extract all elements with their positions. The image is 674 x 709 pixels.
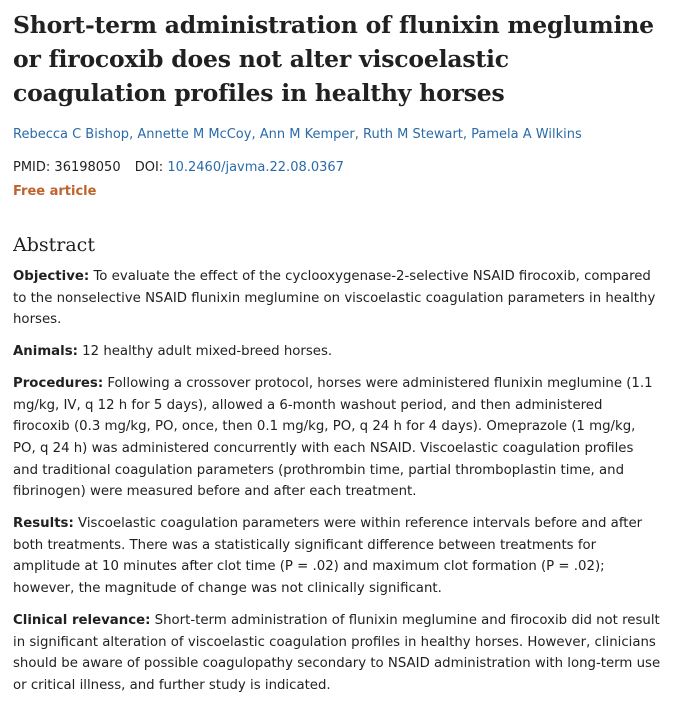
article-identifiers: [13, 158, 661, 178]
author-list: Rebecca C Bishop, Annette M McCoy, Ann M Kemper, Ruth M Stewart, Pamela A Wilkins: [13, 127, 582, 142]
author-link[interactable]: Annette M McCoy: [137, 127, 252, 142]
doi-label: DOI:: [134, 160, 164, 175]
section-text: To evaluate the effect of the cyclooxygenase-2-selective NSAID firocoxib, compared to the nonselective NSAID flunixin meglumine on viscoelastic coagulation parameters in healthy horses.: [13, 269, 656, 328]
abstract-procedures: [13, 373, 661, 503]
pmid-label: PMID:: [13, 160, 51, 175]
doi-link[interactable]: 10.2460/javma.22.08.0367: [167, 160, 344, 175]
section-text: Viscoelastic coagulation parameters were within reference intervals before and after both treatments. There was a statistically significant difference between treatments for amplitude at 10 minutes after clot time (P = .02) and maximum clot formation (P = .02); however, the magnitude of change was not clinically significant.: [13, 516, 643, 597]
section-label: Clinical relevance:: [13, 612, 151, 628]
section-text: 12 healthy adult mixed-breed horses.: [82, 344, 333, 360]
free-article-badge[interactable]: Free article: [13, 184, 97, 199]
pmid-value: 36198050: [54, 160, 121, 175]
section-label: Objective:: [13, 269, 90, 284]
abstract-animals: [13, 341, 661, 363]
author-link[interactable]: Rebecca C Bishop: [13, 127, 130, 142]
article-title: Short-term administration of flunixin meglumine or firocoxib does not alter viscoelastic coagulation profiles in healthy horses: [13, 11, 654, 107]
abstract-clinical-relevance: [13, 610, 661, 697]
author-link[interactable]: Pamela A Wilkins: [471, 127, 582, 142]
abstract-heading: Abstract: [13, 234, 95, 256]
abstract-results: [13, 513, 661, 600]
abstract-objective: [13, 266, 661, 331]
author-link[interactable]: Ann M Kemper: [259, 127, 355, 142]
abstract-body: [13, 266, 661, 697]
author-link[interactable]: Ruth M Stewart: [363, 127, 463, 142]
section-label: Results:: [13, 516, 74, 532]
section-text: Following a crossover protocol, horses were administered flunixin meglumine (1.1 mg/kg, IV, q 12 h for 5 days), allowed a 6-month washout period, and then administered firocoxib (0.3 mg/kg, PO, once, then 0.1 mg/kg, PO, q 24 h for 4 days). Omeprazole (1 mg/kg, PO, q 24 h) was administered concurrently with each NSAID. Viscoelastic coagulation profiles and traditional coagulation parameters (prothrombin time, partial thromboplastin time, and fibrinogen) were measured before and after each treatment.: [13, 375, 653, 500]
section-label: Procedures:: [13, 375, 104, 391]
section-text: Short-term administration of flunixin meglumine and firocoxib did not result in significant alteration of viscoelastic coagulation profiles in healthy horses. However, clinicians should be aware of possible coagulopathy secondary to NSAID administration with long-term use or critical illness, and further study is indicated.: [13, 612, 661, 693]
section-label: Animals:: [13, 344, 78, 360]
